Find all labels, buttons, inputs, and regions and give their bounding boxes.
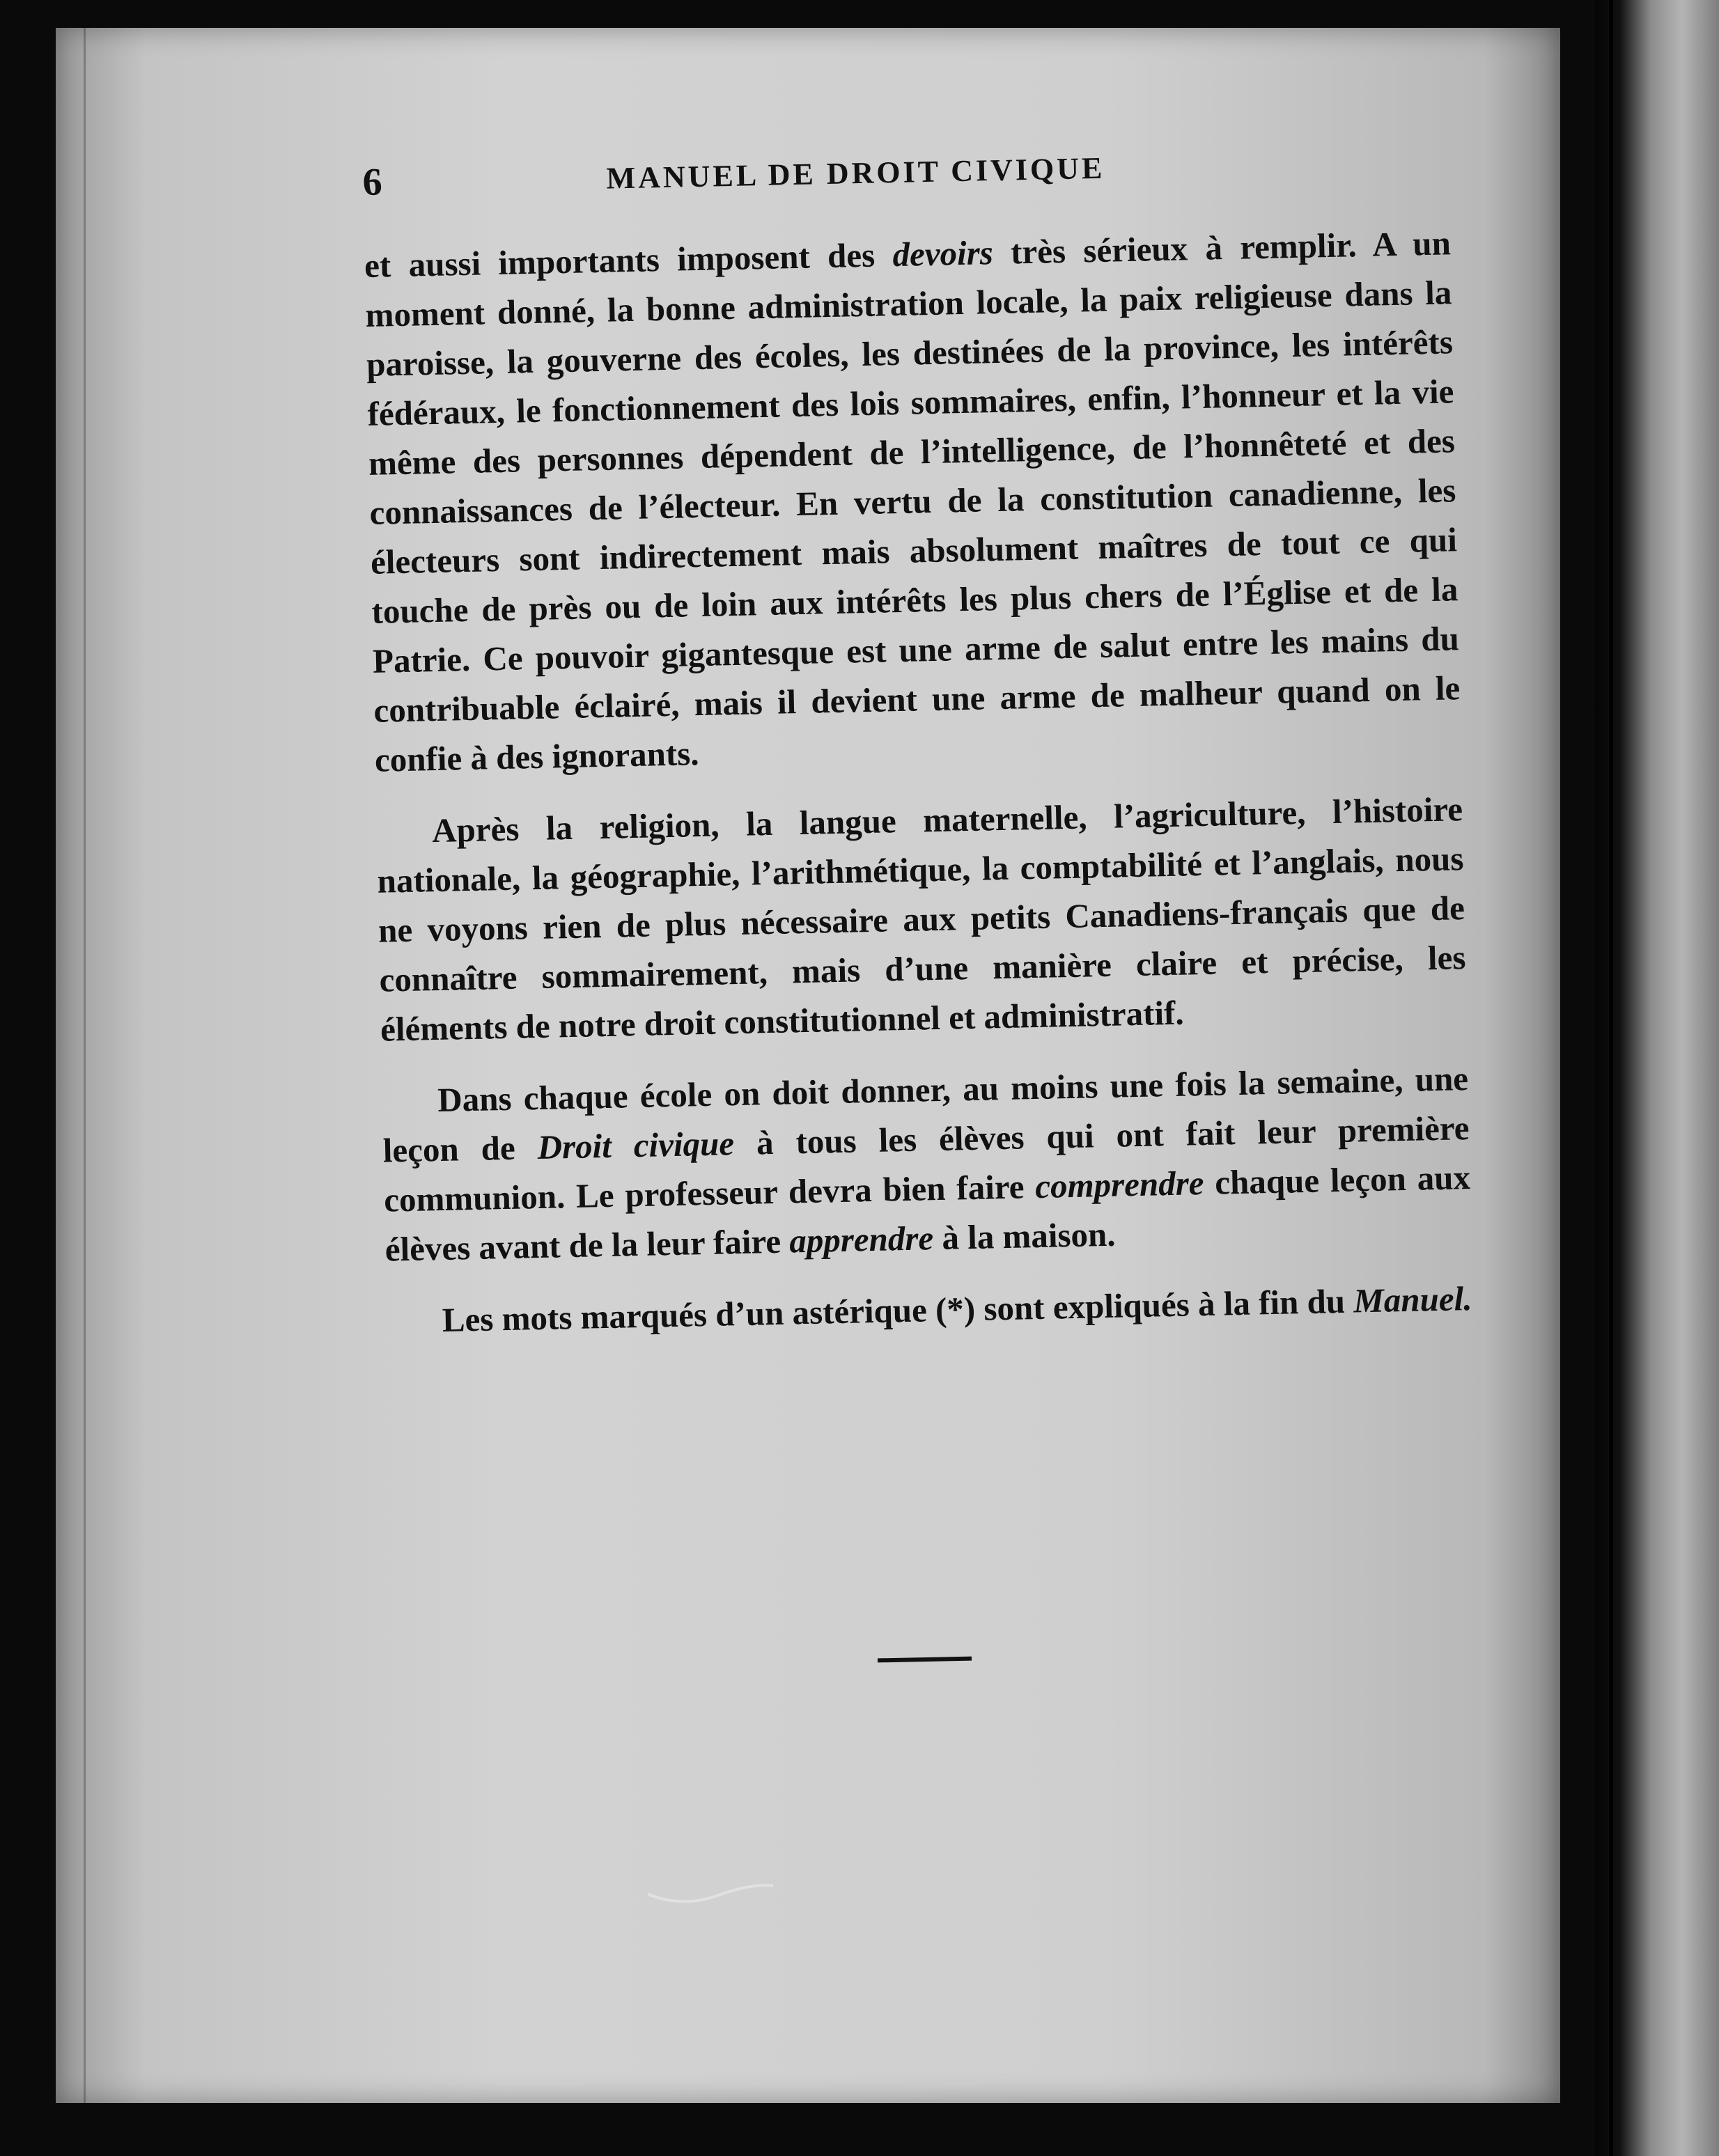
paragraph-4 [386,1274,1473,1346]
paragraph-1 [364,218,1461,784]
text-run-italic: devoirs [892,233,994,274]
text-run: à tous les élèves qui ont fait leur première communion. Le professeur devra bien faire [383,1109,1470,1219]
text-run-italic: comprendre [1034,1164,1205,1206]
running-head: MANUEL DE DROIT CIVIQUE [606,150,1105,196]
adjacent-page-edge [1595,0,1719,2156]
text-run-italic: apprendre [788,1219,934,1260]
paragraph-2 [375,784,1467,1054]
text-run-italic: Manuel. [1353,1279,1472,1320]
page-number: 6 [362,160,384,204]
paragraph-3 [382,1054,1472,1274]
text-run: Les mots marqués d’un astérique (*) sont expliqués à la fin du [442,1281,1354,1339]
text-run: à la maison. [933,1214,1117,1258]
ink-smudge [641,1880,780,1908]
text-run: très sérieux à remplir. A un moment donné, la bonne administration locale, la paix religieuse dans la paroisse, la gouverne des écoles, les destinées de la province, les intérêts fédéraux, le fonctionnement des lois sommaires, enfin, l’honneur et la vie même des personnes dépendent de l’intelligence, de l’honnêteté et des connaissances de l’électeur. En vertu de la constitution canadienne, les électeurs sont indirectement mais absolument maîtres de tout ce qui touche de près ou de loin aux intérêts les plus chers de l’Église et de la Patrie. Ce pouvoir gigantesque est une arme de salut entre les mains du contribuable éclairé, mais il devient une arme de malheur quand on le confie à des ignorants. [365,224,1461,779]
text-run: Dans chaque école on doit donner, au moins une fois la semaine, une leçon de [382,1059,1469,1170]
text-run: et aussi importants imposent des [364,235,894,285]
text-run: Après la religion, la langue maternelle, l’agriculture, l’histoire nationale, la géographie, l’arithmétique, la comptabilité et l’anglais, nous ne voyons rien de plus nécessaire aux petits Canadiens-français que de connaître sommairement, mais d’une manière claire et précise, les éléments de notre droit constitutionnel et administratif. [377,790,1466,1049]
page-content [362,137,1479,1622]
page-gutter [1609,0,1613,2156]
text-run: chaque leçon aux élèves avant de la leur faire [384,1158,1471,1269]
text-run-italic: Droit civique [537,1124,735,1167]
